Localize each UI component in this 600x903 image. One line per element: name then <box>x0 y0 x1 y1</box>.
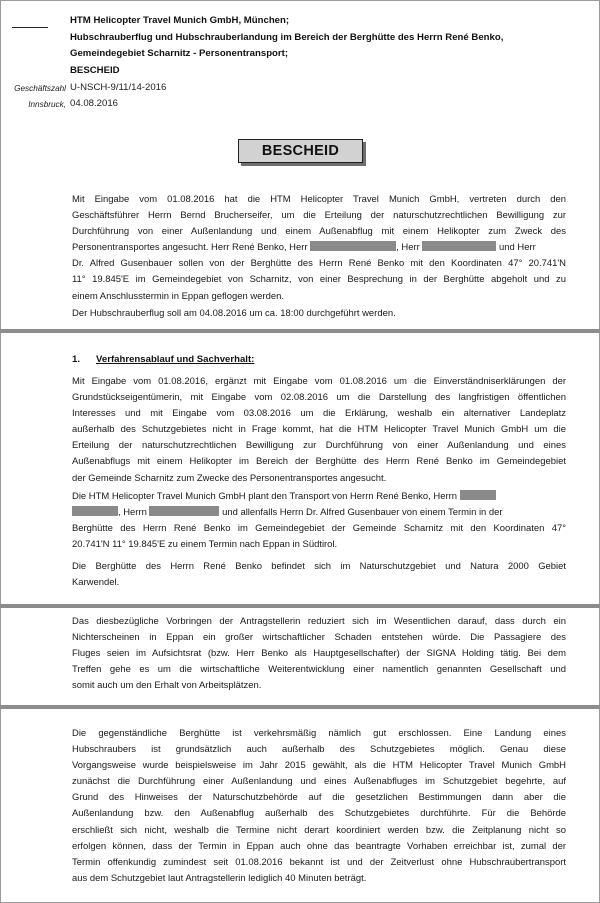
text-line: der Gemeinde Scharnitz zum Zwecke des Personentransportes angesucht. <box>72 472 387 484</box>
text-line: Nichterscheinen in Eppan ein großer wirtschaftlicher Schaden entstehen würde. Die Passagiere des <box>72 632 566 644</box>
text-line: erfolgen können, dass der Termin in Eppan auch ohne das beantragte Vorhaben erreichbar ist, zumal der <box>72 840 566 852</box>
text-line: Berghütte des Herrn René Benko im Gemeindegebiet der Gemeinde Scharnitz mit den Koordinaten 47° <box>72 523 566 535</box>
text-line: Erteilung der naturschutzrechtlichen Bewilligung zur Durchführung von einer Außenlandung und eines <box>72 440 566 452</box>
section-divider <box>0 705 600 709</box>
text-line: Die gegenständliche Berghütte ist verkehrsmäßig nämlich gut erschlossen. Eine Landung eines <box>72 728 566 739</box>
section-divider <box>0 329 600 333</box>
text-line: Das diesbezügliche Vorbringen der Antragstellerin reduziert sich im Wesentlichen darauf, dass durch ein <box>72 616 566 627</box>
subject-header <box>70 13 580 79</box>
text-line <box>72 489 566 505</box>
subject-line: HTM Helicopter Travel Munich GmbH, München; <box>70 15 290 26</box>
document-title-box: BESCHEID <box>238 139 363 163</box>
text-line: Geschäftsführer Herrn Bernd Brucherseifer, um die Erteilung der naturschutzrechtlichen Bewilligung zur <box>72 210 566 222</box>
section-heading <box>72 354 254 365</box>
text-line: Grund des Hinweises der Naturschutzbehörde auf die gesetzlichen Bestimmungen dann aber die <box>72 792 566 804</box>
text-line: Außenabflugs mit einem Helikopter im Bereich der Berghütte des Herrn René Benko im Gemeindegebiet <box>72 456 566 468</box>
redaction-block <box>149 506 219 516</box>
section-divider <box>0 604 600 608</box>
file-number-label: Geschäftszahl <box>14 84 66 93</box>
text-fragment: , Herr <box>396 242 420 254</box>
applicant-argument-paragraph <box>72 614 566 694</box>
text-line: Außenlandung bzw. den Außenabflug außerhalb des Schutzgebietes durchführte. Für die Behörde <box>72 808 566 820</box>
text-line: Mit Eingabe vom 01.08.2016 hat die HTM Helicopter Travel Munich GmbH, vertreten durch den <box>72 194 566 205</box>
section-number: 1. <box>72 354 81 365</box>
text-fragment: und Herr <box>499 242 536 254</box>
text-line: Der Hubschrauberflug soll am 04.08.2016 um ca. 18:00 durchgeführt werden. <box>72 308 396 319</box>
text-line: Durchführung von einer Außenlandung und einem Außenabflug mit einem Helikopter zum Zweck des <box>72 226 566 238</box>
redaction-block <box>422 241 496 251</box>
text-fragment: , Herrn <box>118 507 147 519</box>
text-line: außerhalb des Schutzgebietes nicht in Frage kommt, hat die HTM Helicopter Travel Munich GmbH um die <box>72 424 566 436</box>
text-line: Grundstückseigentümerin, mit Eingabe vom 02.08.2016 um die Darstellung des langfristigen öffentlichen <box>72 392 566 404</box>
text-line <box>72 505 566 521</box>
text-line: Mit Eingabe vom 01.08.2016, ergänzt mit Eingabe vom 01.08.2016 um die Einverständniserklärungen der <box>72 376 566 387</box>
redaction-block <box>460 490 496 500</box>
text-line: einem Anschlusstermin in Eppan geflogen werden. <box>72 290 284 302</box>
subject-line: BESCHEID <box>70 64 120 76</box>
procedure-paragraph <box>72 374 566 487</box>
text-line: Hubschraubers ist grundsätzlich auch außerhalb des Schutzgebietes möglich. Genau diese <box>72 744 566 756</box>
text-line: Karwendel. <box>72 577 120 589</box>
redaction-block <box>72 506 118 516</box>
flight-time-paragraph <box>72 306 566 322</box>
text-fragment: Personentransportes angesucht. Herr René Benko, Herr <box>72 242 308 254</box>
text-line: Dr. Alfred Gusenbauer sollen von der Berghütte des Herrn René Benko mit den Koordinaten 47° 20.741'N <box>72 258 566 270</box>
text-line: somit auch um den Erhalt von Arbeitsplätzen. <box>72 680 262 692</box>
authority-reasoning-paragraph <box>72 726 566 887</box>
text-line: zunächst die Durchführung einer Außenlandung und eines Außenabfluges im Schutzgebiet begehrte, auf <box>72 776 566 788</box>
text-line: Interesses und mit Eingabe vom 03.08.2016 um die Erklärung, weshalb ein alternativer Landeplatz <box>72 408 566 420</box>
section-title: Verfahrensablauf und Sachverhalt: <box>96 354 255 365</box>
protected-area-paragraph <box>72 559 566 591</box>
text-line: erschließt sich nicht, weshalb die Termine nicht derart koordiniert werden bzw. die Zeitplanung nicht so <box>72 824 566 836</box>
text-line: Treffen gehe es um die wirtschaftliche Weiterentwicklung einer namentlich genannten Gesellschaft und <box>72 664 566 676</box>
subject-line: Hubschrauberflug und Hubschrauberlandung im Bereich der Berghütte des Herrn René Benko, <box>70 31 504 43</box>
text-line: 11° 19.845'E im Gemeindegebiet von Scharnitz, von einer Besprechung in der Berghütte abgeholt und zu <box>72 274 566 286</box>
text-fragment: und allenfalls Herrn Dr. Alfred Gusenbauer von einem Termin in der <box>222 507 503 519</box>
text-line: Vorgangsweise wurde beispielsweise im Jahr 2015 gewählt, als die HTM Helicopter Travel Munich GmbH <box>72 760 566 772</box>
subject-line: Gemeindegebiet Scharnitz - Personentransport; <box>70 48 289 59</box>
intro-paragraph <box>72 192 566 305</box>
text-line: Fluges seien im Aufsichtsrat (bzw. Herr Benko als Hauptgesellschafter) der SIGNA Holding tätig. Bei dem <box>72 648 566 660</box>
text-line: 20.741'N 11° 19.845'E zu einem Termin nach Eppan in Südtirol. <box>72 539 338 551</box>
text-line: aus dem Schutzgebiet laut Antragstellerin lediglich 40 Minuten beträgt. <box>72 872 367 884</box>
text-line: Die Berghütte des Herrn René Benko befindet sich im Naturschutzgebiet und Natura 2000 Gebiet <box>72 561 566 572</box>
text-line <box>72 240 566 256</box>
text-line: Termin offenkundig zumindest seit 01.08.2016 bekannt ist und der Zeitverlust ohne Hubschraubertransport <box>72 856 566 868</box>
transport-paragraph <box>72 489 566 553</box>
file-number-value: U-NSCH-9/11/14-2016 <box>70 82 167 93</box>
place-label: Innsbruck, <box>28 100 66 109</box>
date-value: 04.08.2016 <box>70 98 119 109</box>
header-rule <box>12 27 48 28</box>
redaction-block <box>310 241 396 251</box>
text-fragment: Die HTM Helicopter Travel Munich GmbH plant den Transport von Herrn René Benko, Herrn <box>72 491 457 502</box>
